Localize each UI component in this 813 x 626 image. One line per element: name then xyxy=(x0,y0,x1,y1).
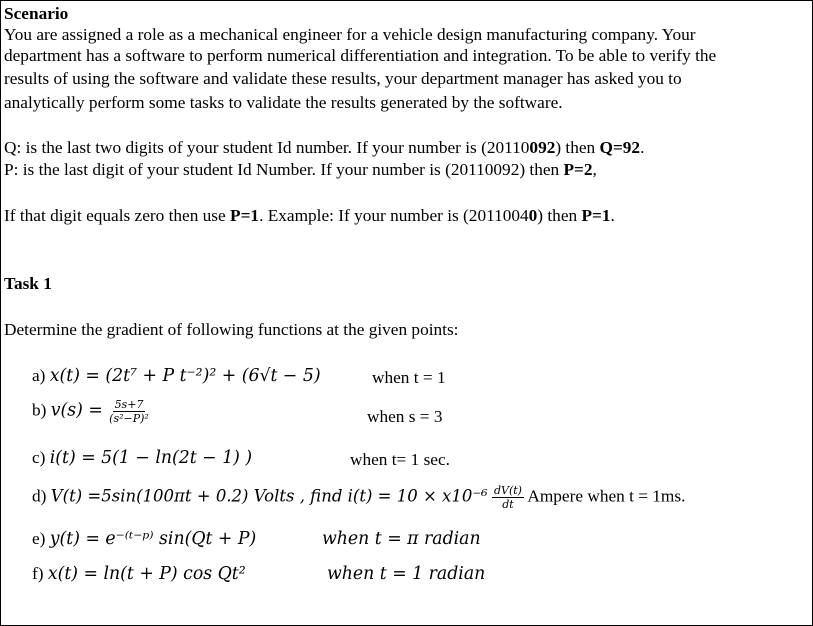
task-item-e xyxy=(32,529,256,549)
task-heading: Task 1 xyxy=(4,274,52,293)
item-label: e) xyxy=(32,529,46,548)
item-label: a) xyxy=(32,366,46,385)
scenario-line-1: You are assigned a role as a mechanical engineer for a vehicle design manufacturing company. Your xyxy=(4,25,696,44)
item-condition-e: when t = π radian xyxy=(322,529,481,549)
item-label: b) xyxy=(32,400,47,420)
task-item-a xyxy=(32,366,321,386)
fraction xyxy=(492,484,524,511)
item-expression: i(t) = 5(1 − ln(2t − 1) ) xyxy=(49,448,253,468)
fraction-numerator: 5s+7 xyxy=(114,398,144,411)
scenario-heading: Scenario xyxy=(4,4,69,23)
item-expression: v(s) = xyxy=(50,400,103,421)
item-condition-f: when t = 1 radian xyxy=(327,564,486,584)
item-condition-a: when t = 1 xyxy=(372,368,446,387)
task-item-c xyxy=(32,448,252,468)
scenario-line-3: results of using the software and validate these results, your department manager has asked you to xyxy=(4,69,682,88)
item-expression: V(t) =5sin(100πt + 0.2) Volts , find i(t) = 10 × x10⁻⁶ xyxy=(50,486,488,506)
fraction xyxy=(107,398,151,425)
task-prompt: Determine the gradient of following functions at the given points: xyxy=(4,320,459,339)
item-expression: x(t) = (2t⁷ + P t⁻²)² + (6√t − 5) xyxy=(49,366,321,386)
q-definition: Q: is the last two digits of your student Id number. If your number is (20110092) then Q=92. xyxy=(4,138,645,157)
item-condition-b: when s = 3 xyxy=(367,407,443,426)
scenario-line-2: department has a software to perform numerical differentiation and integration. To be able to verify the xyxy=(4,46,717,65)
fraction-denominator: (s²−P)² xyxy=(109,412,149,425)
item-label: f) xyxy=(32,564,44,583)
item-label: d) xyxy=(32,486,47,506)
fraction-denominator: dt xyxy=(502,498,514,511)
fraction-numerator: dV(t) xyxy=(493,484,522,497)
item-expression: y(t) = e⁻⁽ᵗ⁻ᵖ⁾ sin(Qt + P) xyxy=(49,529,257,549)
task-item-f xyxy=(32,564,246,584)
zero-rule: If that digit equals zero then use P=1. Example: If your number is (20110040) then P=1. xyxy=(4,206,615,225)
task-item-d xyxy=(32,484,685,511)
item-suffix: Ampere when t = 1ms. xyxy=(527,486,686,506)
item-label: c) xyxy=(32,448,46,467)
p-definition: P: is the last digit of your student Id Number. If your number is (20110092) then P=2, xyxy=(4,160,597,179)
task-item-b xyxy=(32,398,151,425)
item-expression: x(t) = ln(t + P) cos Qt² xyxy=(47,564,246,584)
item-condition-c: when t= 1 sec. xyxy=(350,450,450,469)
scenario-line-4: analytically perform some tasks to validate the results generated by the software. xyxy=(4,93,563,112)
